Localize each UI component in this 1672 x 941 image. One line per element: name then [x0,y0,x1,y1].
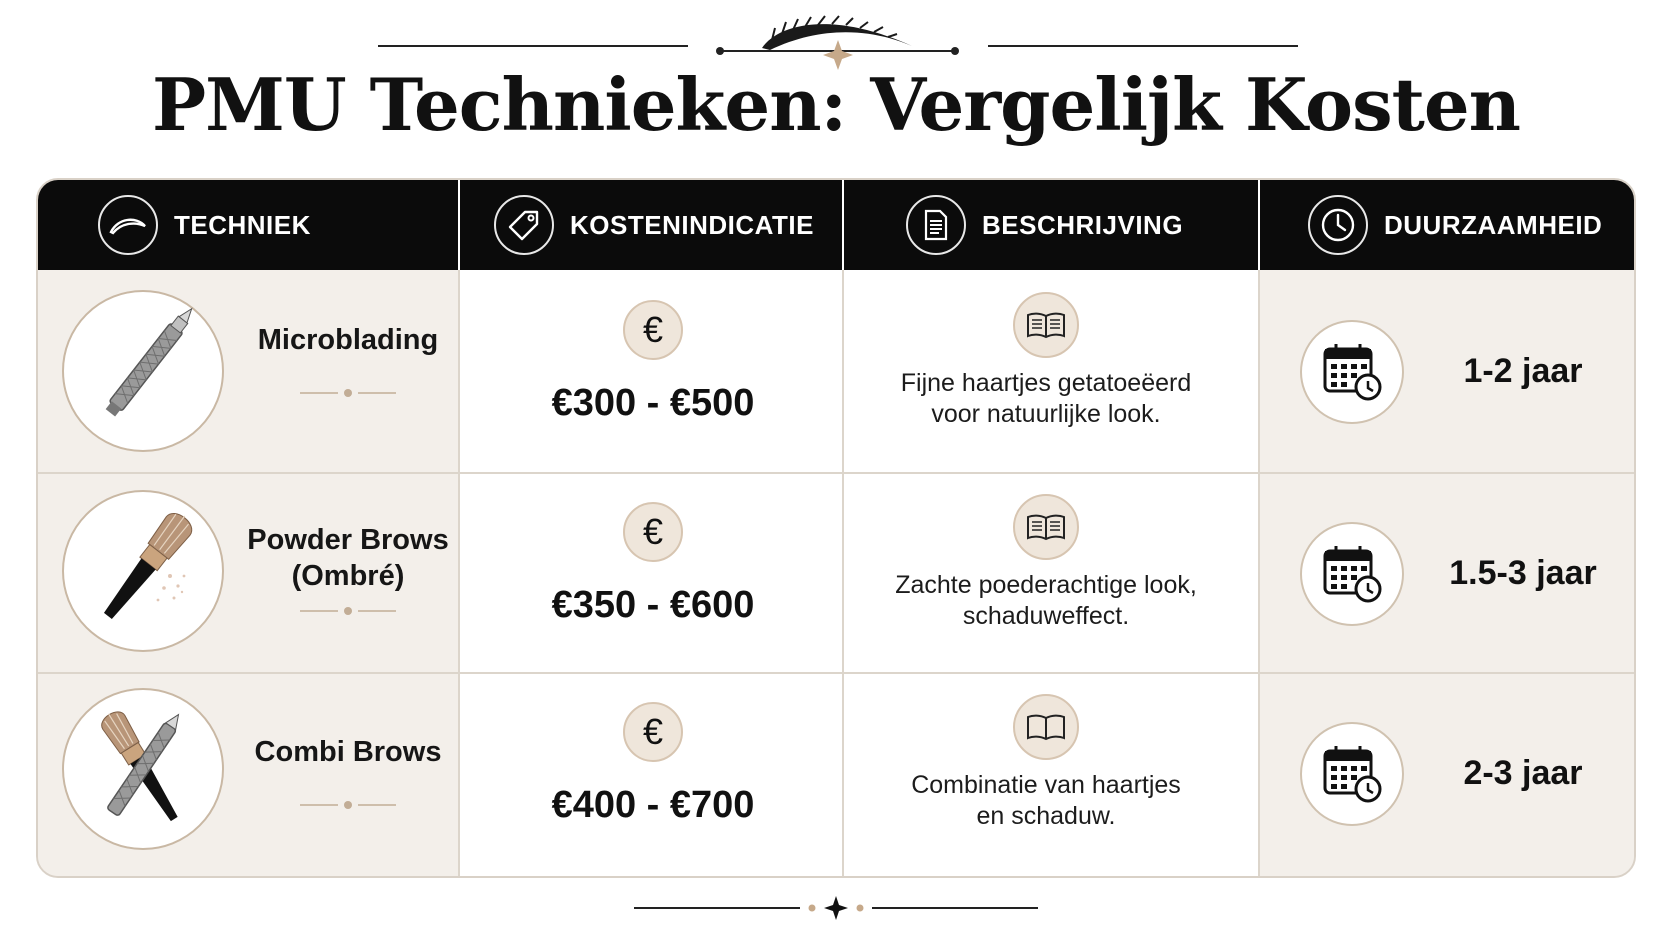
technique-name-line: Powder Brows [247,524,449,556]
description-line: Zachte poederachtige look, [895,571,1197,599]
header-techniek [98,180,311,270]
price-range: €400 - €700 [551,784,755,826]
header-beschrijving [906,180,1183,270]
euro-icon: € [623,502,683,562]
header-label: KOSTENINDICATIE [570,209,814,240]
powder-brush-icon [62,490,224,652]
calendar-clock-icon [1300,522,1404,626]
technique-name [238,522,458,594]
star-ornament-icon [824,896,848,920]
table-header [38,180,1634,270]
price-range: €300 - €500 [551,382,755,424]
eyebrow-icon [98,195,158,255]
description-line: en schaduw. [976,802,1116,830]
description-line: Combinatie van haartjes [911,771,1181,799]
table-row [38,672,1636,878]
book-icon [1013,494,1079,560]
price-tag-icon [494,195,554,255]
top-ornament [0,0,1672,70]
header-label: DUURZAAMHEID [1384,209,1603,240]
bottom-ornament [0,890,1672,930]
book-icon [1013,694,1079,760]
description-line: schaduweffect. [962,602,1130,630]
technique-name-line: (Ombré) [291,560,405,592]
book-icon [1013,292,1079,358]
page-title: PMU Technieken: Vergelijk Kosten [151,62,1521,147]
price-range: €350 - €600 [551,584,755,626]
divider-ornament [300,800,396,810]
duration-value: 2-3 jaar [1463,754,1583,792]
calendar-clock-icon [1300,722,1404,826]
calendar-clock-icon [1300,320,1404,424]
description [848,770,1244,832]
technique-name: Microblading [257,324,439,356]
description-line: voor natuurlijke look. [931,400,1161,428]
description-line: Fijne haartjes getatoeëerd [900,369,1192,397]
technique-name: Combi Brows [254,736,442,768]
description [848,570,1244,632]
header-label: TECHNIEK [174,209,311,240]
comparison-table [36,178,1636,878]
euro-icon: € [623,702,683,762]
header-kostenindicatie [494,180,814,270]
divider-ornament [300,388,396,398]
header-duurzaamheid [1308,180,1602,270]
euro-icon: € [623,300,683,360]
table-row [38,270,1636,472]
combi-tools-icon [62,688,224,850]
document-icon [906,195,966,255]
clock-icon [1308,195,1368,255]
header-label: BESCHRIJVING [982,209,1184,240]
duration-value: 1.5-3 jaar [1449,554,1597,592]
divider-ornament [300,606,396,616]
duration-value: 1-2 jaar [1463,352,1583,390]
microblade-pen-icon [62,290,224,452]
description [848,368,1244,430]
table-row [38,472,1636,672]
